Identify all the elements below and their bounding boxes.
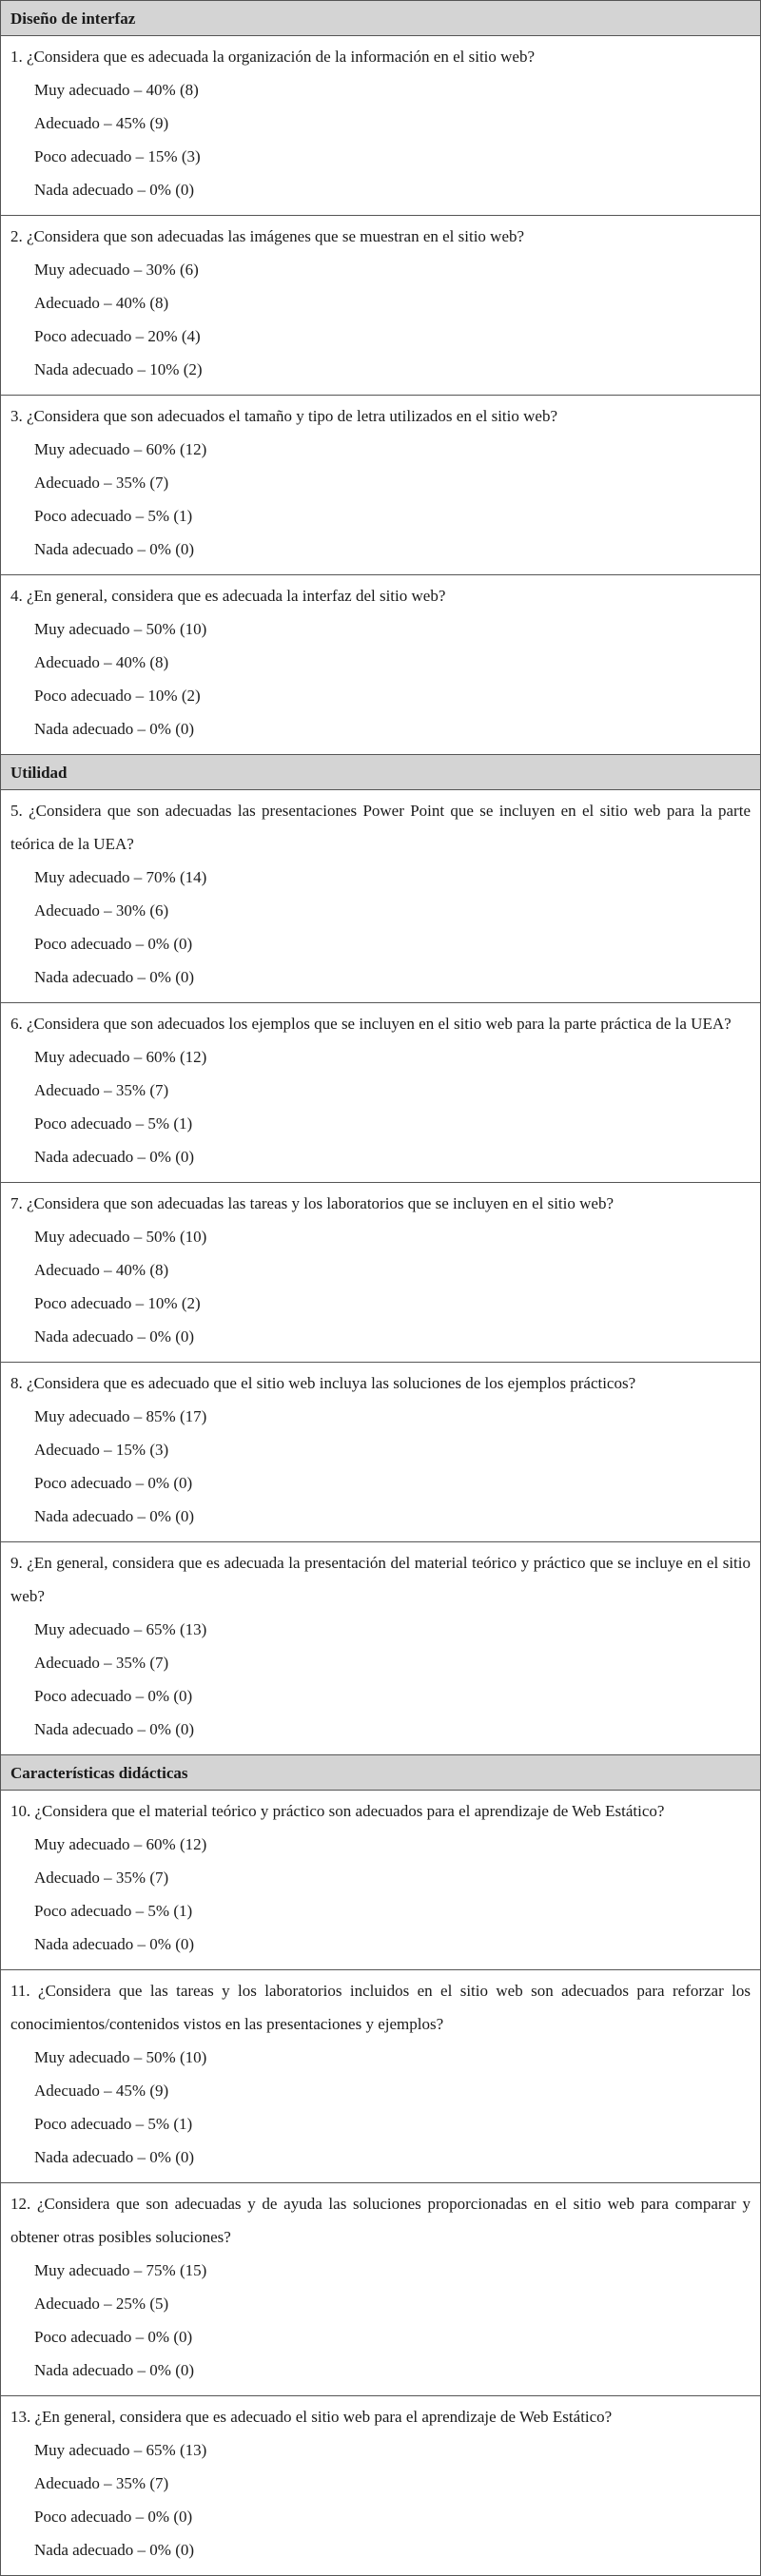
answer-option: Poco adecuado – 10% (2) bbox=[34, 1294, 201, 1312]
answer-option: Poco adecuado – 0% (0) bbox=[34, 2508, 193, 2526]
section-header: Diseño de interfaz bbox=[1, 0, 760, 35]
answer-option: Poco adecuado – 0% (0) bbox=[34, 1687, 193, 1705]
answer-option: Muy adecuado – 60% (12) bbox=[34, 440, 207, 458]
answer-option: Muy adecuado – 50% (10) bbox=[34, 620, 207, 638]
answer-option: Adecuado – 40% (8) bbox=[34, 294, 169, 312]
answer-option: Poco adecuado – 0% (0) bbox=[34, 1474, 193, 1492]
answer-option: Muy adecuado – 40% (8) bbox=[34, 81, 199, 99]
answer-option: Poco adecuado – 0% (0) bbox=[34, 935, 193, 953]
answer-option: Adecuado – 35% (7) bbox=[34, 2474, 169, 2492]
answer-option: Adecuado – 40% (8) bbox=[34, 653, 169, 671]
answer-option: Muy adecuado – 70% (14) bbox=[34, 868, 207, 886]
question-text: 10. ¿Considera que el material teórico y práctico son adecuados para el aprendizaje de Web Estático? bbox=[10, 1802, 665, 1820]
answer-option: Nada adecuado – 10% (2) bbox=[34, 360, 203, 378]
answer-option: Muy adecuado – 60% (12) bbox=[34, 1835, 207, 1853]
question-text: 5. ¿Considera que son adecuadas las presentaciones Power Point que se incluyen en el sitio web para la parte teórica de la UEA? bbox=[10, 802, 751, 853]
answer-option: Muy adecuado – 50% (10) bbox=[34, 1228, 207, 1246]
answer-option: Adecuado – 35% (7) bbox=[34, 1654, 169, 1672]
question-text: 13. ¿En general, considera que es adecuado el sitio web para el aprendizaje de Web Estático? bbox=[10, 2408, 613, 2426]
answer-option: Poco adecuado – 0% (0) bbox=[34, 2328, 193, 2346]
answer-option: Muy adecuado – 85% (17) bbox=[34, 1407, 207, 1425]
answer-option: Nada adecuado – 0% (0) bbox=[34, 720, 195, 738]
question-block bbox=[1, 2395, 760, 2575]
answer-option: Adecuado – 30% (6) bbox=[34, 901, 169, 920]
answer-option: Muy adecuado – 30% (6) bbox=[34, 261, 199, 279]
question-text: 2. ¿Considera que son adecuadas las imágenes que se muestran en el sitio web? bbox=[10, 227, 525, 245]
question-block bbox=[1, 1182, 760, 1362]
answer-option: Muy adecuado – 65% (13) bbox=[34, 1620, 207, 1638]
question-text: 1. ¿Considera que es adecuada la organización de la información en el sitio web? bbox=[10, 48, 536, 66]
answer-option: Nada adecuado – 0% (0) bbox=[34, 1935, 195, 1953]
question-block bbox=[1, 574, 760, 754]
answer-option: Muy adecuado – 60% (12) bbox=[34, 1048, 207, 1066]
answer-option: Nada adecuado – 0% (0) bbox=[34, 1327, 195, 1346]
answer-option: Adecuado – 25% (5) bbox=[34, 2295, 169, 2313]
answer-option: Nada adecuado – 0% (0) bbox=[34, 2148, 195, 2166]
answer-option: Poco adecuado – 5% (1) bbox=[34, 1902, 193, 1920]
answer-option: Poco adecuado – 15% (3) bbox=[34, 147, 201, 165]
answer-option: Muy adecuado – 65% (13) bbox=[34, 2441, 207, 2459]
answer-option: Nada adecuado – 0% (0) bbox=[34, 540, 195, 558]
answer-option: Poco adecuado – 10% (2) bbox=[34, 687, 201, 705]
answer-option: Nada adecuado – 0% (0) bbox=[34, 2361, 195, 2379]
question-text: 6. ¿Considera que son adecuados los ejemplos que se incluyen en el sitio web para la parte práctica de la UEA? bbox=[10, 1015, 732, 1033]
question-block bbox=[1, 2182, 760, 2395]
answer-option: Poco adecuado – 5% (1) bbox=[34, 1114, 193, 1133]
answer-option: Adecuado – 35% (7) bbox=[34, 1081, 169, 1099]
answer-option: Nada adecuado – 0% (0) bbox=[34, 181, 195, 199]
answer-option: Nada adecuado – 0% (0) bbox=[34, 968, 195, 986]
question-text: 12. ¿Considera que son adecuadas y de ayuda las soluciones proporcionadas en el sitio web para comparar y obtener otras posibles soluciones? bbox=[10, 2195, 751, 2246]
question-text: 7. ¿Considera que son adecuadas las tareas y los laboratorios que se incluyen en el sitio web? bbox=[10, 1194, 614, 1212]
answer-option: Poco adecuado – 20% (4) bbox=[34, 327, 201, 345]
question-text: 4. ¿En general, considera que es adecuada la interfaz del sitio web? bbox=[10, 587, 446, 605]
section-header: Características didácticas bbox=[1, 1754, 760, 1790]
question-text: 3. ¿Considera que son adecuados el tamaño y tipo de letra utilizados en el sitio web? bbox=[10, 407, 557, 425]
question-block bbox=[1, 35, 760, 215]
question-block bbox=[1, 789, 760, 1002]
question-block bbox=[1, 1790, 760, 1969]
question-block bbox=[1, 1969, 760, 2182]
answer-option: Adecuado – 45% (9) bbox=[34, 2082, 169, 2100]
question-text: 9. ¿En general, considera que es adecuada la presentación del material teórico y práctico que se incluye en el sitio web? bbox=[10, 1554, 751, 1605]
question-block bbox=[1, 215, 760, 395]
answer-option: Muy adecuado – 50% (10) bbox=[34, 2048, 207, 2066]
answer-option: Adecuado – 35% (7) bbox=[34, 474, 169, 492]
answer-option: Muy adecuado – 75% (15) bbox=[34, 2261, 207, 2279]
answer-option: Poco adecuado – 5% (1) bbox=[34, 2115, 193, 2133]
section-header: Utilidad bbox=[1, 754, 760, 789]
answer-option: Adecuado – 40% (8) bbox=[34, 1261, 169, 1279]
answer-option: Adecuado – 35% (7) bbox=[34, 1869, 169, 1887]
question-block bbox=[1, 1541, 760, 1754]
question-block bbox=[1, 1002, 760, 1182]
question-text: 8. ¿Considera que es adecuado que el sitio web incluya las soluciones de los ejemplos prácticos? bbox=[10, 1374, 636, 1392]
question-block bbox=[1, 1362, 760, 1541]
answer-option: Nada adecuado – 0% (0) bbox=[34, 1148, 195, 1166]
question-text: 11. ¿Considera que las tareas y los laboratorios incluidos en el sitio web son adecuados para reforzar los conocimientos/contenidos vistos en las presentaciones y ejemplos? bbox=[10, 1982, 751, 2033]
question-block bbox=[1, 395, 760, 574]
answer-option: Nada adecuado – 0% (0) bbox=[34, 1720, 195, 1738]
answer-option: Nada adecuado – 0% (0) bbox=[34, 1507, 195, 1525]
answer-option: Poco adecuado – 5% (1) bbox=[34, 507, 193, 525]
answer-option: Adecuado – 15% (3) bbox=[34, 1441, 169, 1459]
answer-option: Nada adecuado – 0% (0) bbox=[34, 2541, 195, 2559]
answer-option: Adecuado – 45% (9) bbox=[34, 114, 169, 132]
